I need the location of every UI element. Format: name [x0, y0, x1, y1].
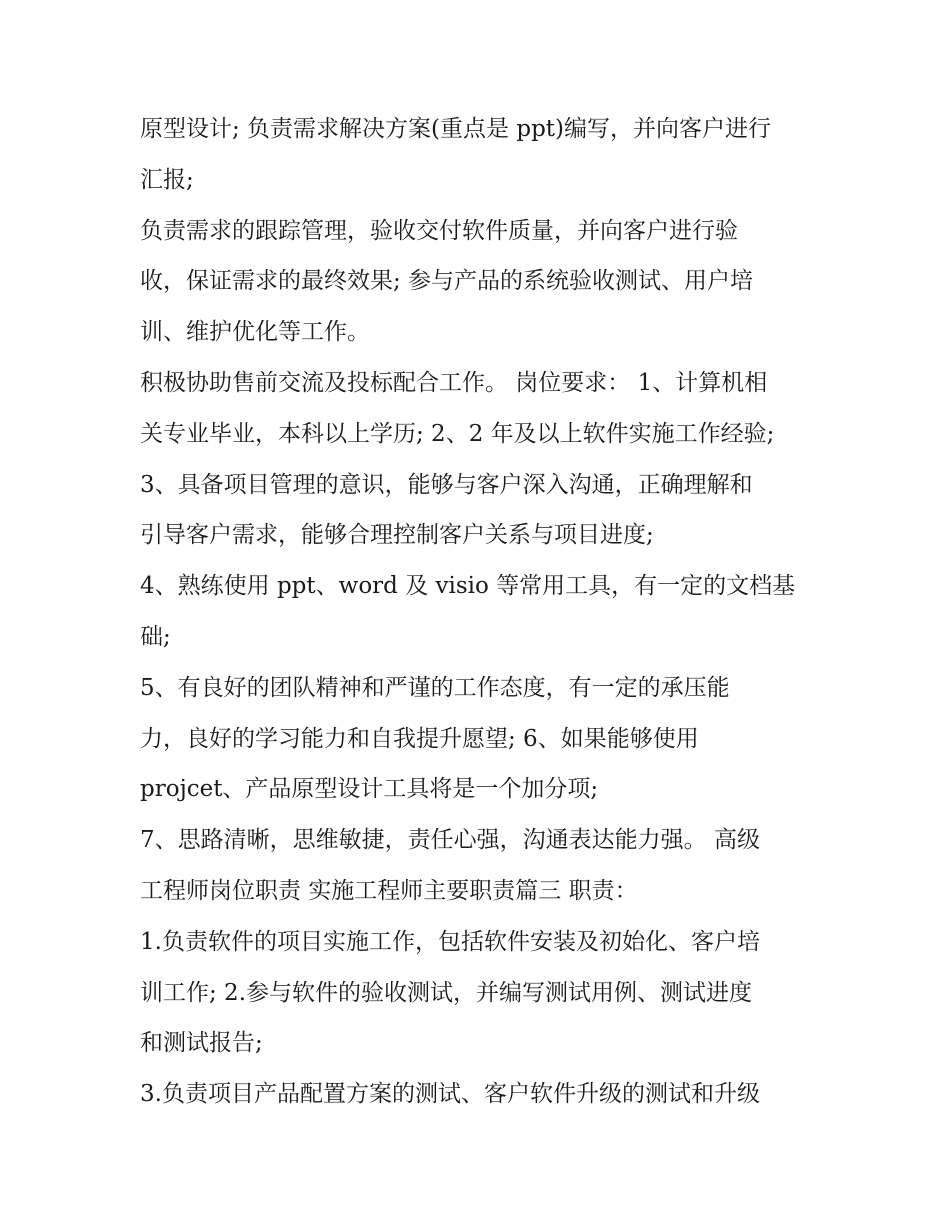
- text-line: 引导客户需求，能够合理控制客户关系与项目进度;: [140, 522, 654, 549]
- text-line: projcet、产品原型设计工具将是一个加分项;: [140, 776, 599, 803]
- text-line: 收，保证需求的最终效果; 参与产品的系统验收测试、用户培: [140, 268, 754, 295]
- text-line: 原型设计; 负责需求解决方案(重点是 ppt)编写，并向客户进行: [140, 116, 772, 142]
- text-line: 力，良好的学习能力和自我提升愿望; 6、如果能够使用: [140, 725, 699, 752]
- text-line: 积极协助售前交流及投标配合工作。 岗位要求： 1、计算机相: [140, 369, 768, 396]
- text-line: 3.负责项目产品配置方案的测试、客户软件升级的测试和升级: [140, 1081, 760, 1108]
- text-line: 关专业毕业，本科以上学历; 2、2 年及以上软件实施工作经验;: [140, 420, 775, 447]
- text-line: 工程师岗位职责 实施工程师主要职责篇三 职责：: [140, 877, 638, 904]
- text-line: 1.负责软件的项目实施工作，包括软件安装及初始化、客户培: [140, 928, 760, 955]
- text-line: 4、熟练使用 ppt、word 及 visio 等常用工具，有一定的文档基: [140, 573, 796, 600]
- text-line: 5、有良好的团队精神和严谨的工作态度，有一定的承压能: [140, 674, 730, 701]
- text-line: 训工作; 2.参与软件的验收测试，并编写测试用例、测试进度: [140, 979, 753, 1006]
- text-line: 础;: [140, 623, 171, 650]
- text-line: 7、思路清晰，思维敏捷，责任心强，沟通表达能力强。 高级: [140, 827, 760, 854]
- text-line: 训、维护优化等工作。: [140, 319, 370, 346]
- document-body: [140, 104, 820, 1120]
- text-line: 3、具备项目管理的意识，能够与客户深入沟通，正确理解和: [140, 471, 753, 498]
- text-line: 汇报;: [140, 166, 194, 193]
- text-line: 和测试报告;: [140, 1030, 263, 1057]
- text-line: 负责需求的跟踪管理，验收交付软件质量，并向客户进行验: [140, 217, 738, 244]
